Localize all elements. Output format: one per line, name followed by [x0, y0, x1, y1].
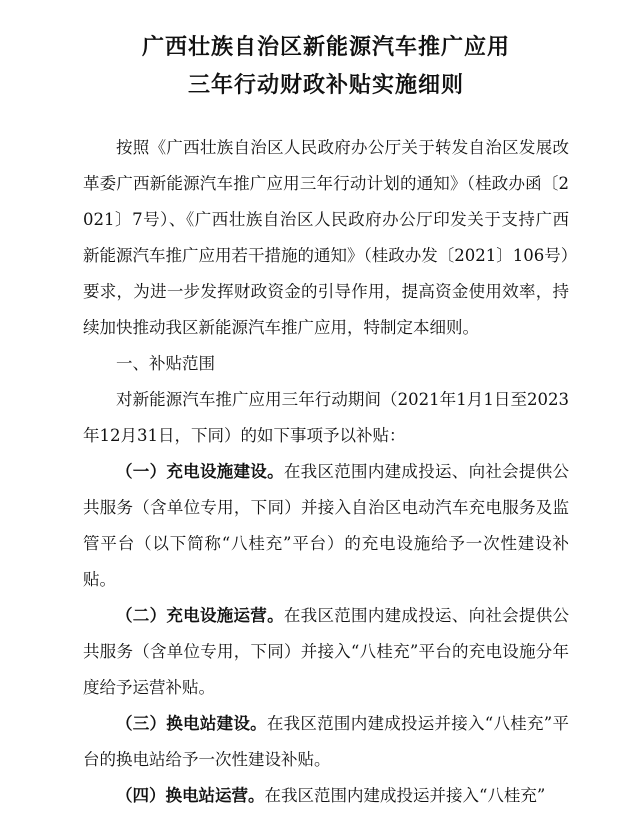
- item-paragraph-1: [83, 454, 569, 598]
- item-text-1: 在我区范围内建成投运、向社会提供公共服务（含单位专用，下同）并接入自治区电动汽车充电服务及监管平台（以下简称“八桂充”平台）的充电设施给予一次性建设补贴。: [83, 462, 570, 589]
- item-paragraph-3: [83, 706, 569, 778]
- item-paragraph-2: [83, 598, 569, 706]
- item-text-3: 在我区范围内建成投运并接入“八桂充”平台的换电站给予一次性建设补贴。: [83, 714, 569, 769]
- item-label-3: （三）换电站建设。: [116, 714, 267, 733]
- item-label-1: （一）充电设施建设。: [116, 462, 284, 481]
- item-text-2: 在我区范围内建成投运、向社会提供公共服务（含单位专用，下同）并接入“八桂充”平台的充电设施分年度给予运营补贴。: [83, 606, 570, 697]
- document-title-line2: 三年行动财政补贴实施细则: [187, 72, 464, 98]
- intro-paragraph: 按照《广西壮族自治区人民政府办公厅关于转发自治区发展改革委广西新能源汽车推广应用三年行动计划的通知》（桂政办函〔2021〕7号）、《广西壮族自治区人民政府办公厅印发关于支持广西新能源汽车推广应用若干措施的通知》（桂政办发〔2021〕106号）要求，为进一步发挥财政资金的引导作用，提高资金使用效率，持续加快推动我区新能源汽车推广应用，特制定本细则。: [83, 138, 569, 337]
- section-heading: 一、补贴范围: [116, 354, 215, 373]
- item-label-4: （四）换电站运营。: [116, 786, 265, 805]
- item-label-2: （二）充电设施运营。: [116, 606, 284, 625]
- document-title-line1: 广西壮族自治区新能源汽车推广应用: [141, 34, 510, 60]
- item-text-4: 在我区范围内建成投运并接入“八桂充”: [264, 786, 546, 805]
- item-paragraph-4: [83, 778, 569, 814]
- section-intro-paragraph: 对新能源汽车推广应用三年行动期间（2021年1月1日至2023年12月31日，下同）的如下事项予以补贴：: [83, 390, 569, 445]
